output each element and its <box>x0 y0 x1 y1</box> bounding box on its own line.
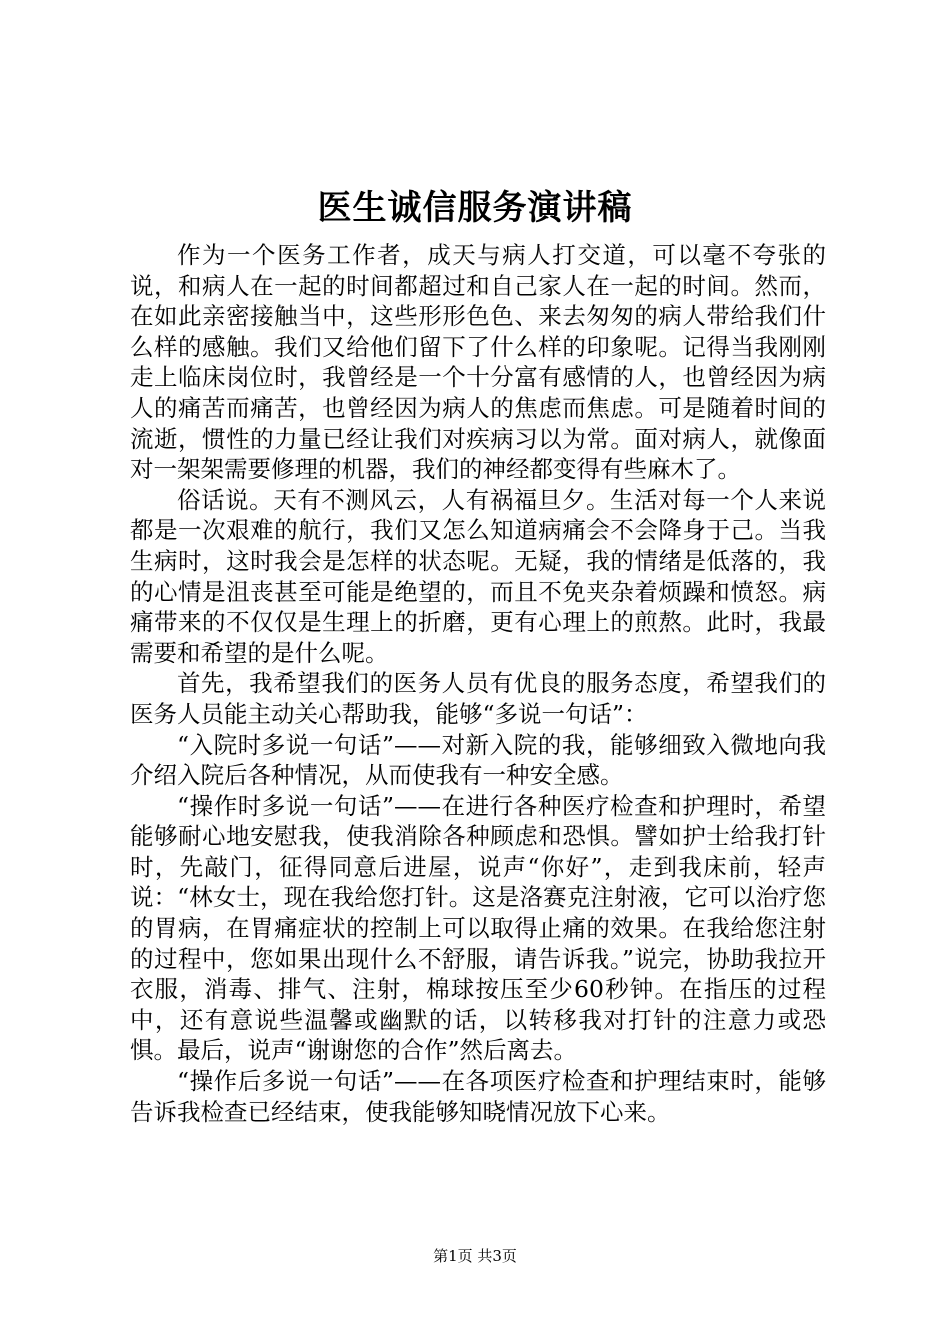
paragraph-2: 俗话说。天有不测风云，人有祸福旦夕。生活对每一个人来说都是一次艰难的航行，我们又怎么知道病痛会不会降身于己。当我生病时，这时我会是怎样的状态呢。无疑，我的情绪是低落的，我的心情是沮丧甚至可能是绝望的，而且不免夹杂着烦躁和愤怒。病痛带来的不仅仅是生理上的折磨，更有心理上的煎熬。此时，我最需要和希望的是什么呢。 <box>130 485 826 667</box>
paragraph-1: 作为一个医务工作者，成天与病人打交道，可以毫不夸张的说，和病人在一起的时间都超过和自己家人在一起的时间。然而，在如此亲密接触当中，这些形形色色、来去匆匆的病人带给我们什么样的感触。我们又给他们留下了什么样的印象呢。记得当我刚刚走上临床岗位时，我曾经是一个十分富有感情的人，也曾经因为病人的痛苦而痛苦，也曾经因为病人的焦虑而焦虑。可是随着时间的流逝，惯性的力量已经让我们对疾病习以为常。面对病人，就像面对一架架需要修理的机器，我们的神经都变得有些麻木了。 <box>130 241 826 484</box>
paragraph-5: “操作时多说一句话”——在进行各种医疗检查和护理时，希望能够耐心地安慰我，使我消除各种顾虑和恐惧。譬如护士给我打针时，先敲门，征得同意后进屋，说声“你好”，走到我床前，轻声说：“林女士，现在我给您打针。这是洛赛克注射液，它可以治疗您的胃病，在胃痛症状的控制上可以取得止痛的效果。在我给您注射的过程中，您如果出现什么不舒服，请告诉我。”说完，协助我拉开衣服，消毒、排气、注射，棉球按压至少60秒钟。在指压的过程中，还有意说些温馨或幽默的话，以转移我对打针的注意力或恐惧。最后，说声“谢谢您的合作”然后离去。 <box>130 791 826 1065</box>
paragraph-3: 首先，我希望我们的医务人员有优良的服务态度，希望我们的医务人员能主动关心帮助我，能够“多说一句话”： <box>130 669 826 728</box>
paragraph-6: “操作后多说一句话”——在各项医疗检查和护理结束时，能够告诉我检查已经结束，使我能够知晓情况放下心来。 <box>130 1067 826 1126</box>
paragraph-4: “入院时多说一句话”——对新入院的我，能够细致入微地向我介绍入院后各种情况，从而使我有一种安全感。 <box>130 730 826 790</box>
document-title: 医生诚信服务演讲稿 <box>317 188 633 228</box>
document-body <box>130 240 826 1127</box>
page-number-footer: 第1页 共3页 <box>433 1247 517 1265</box>
